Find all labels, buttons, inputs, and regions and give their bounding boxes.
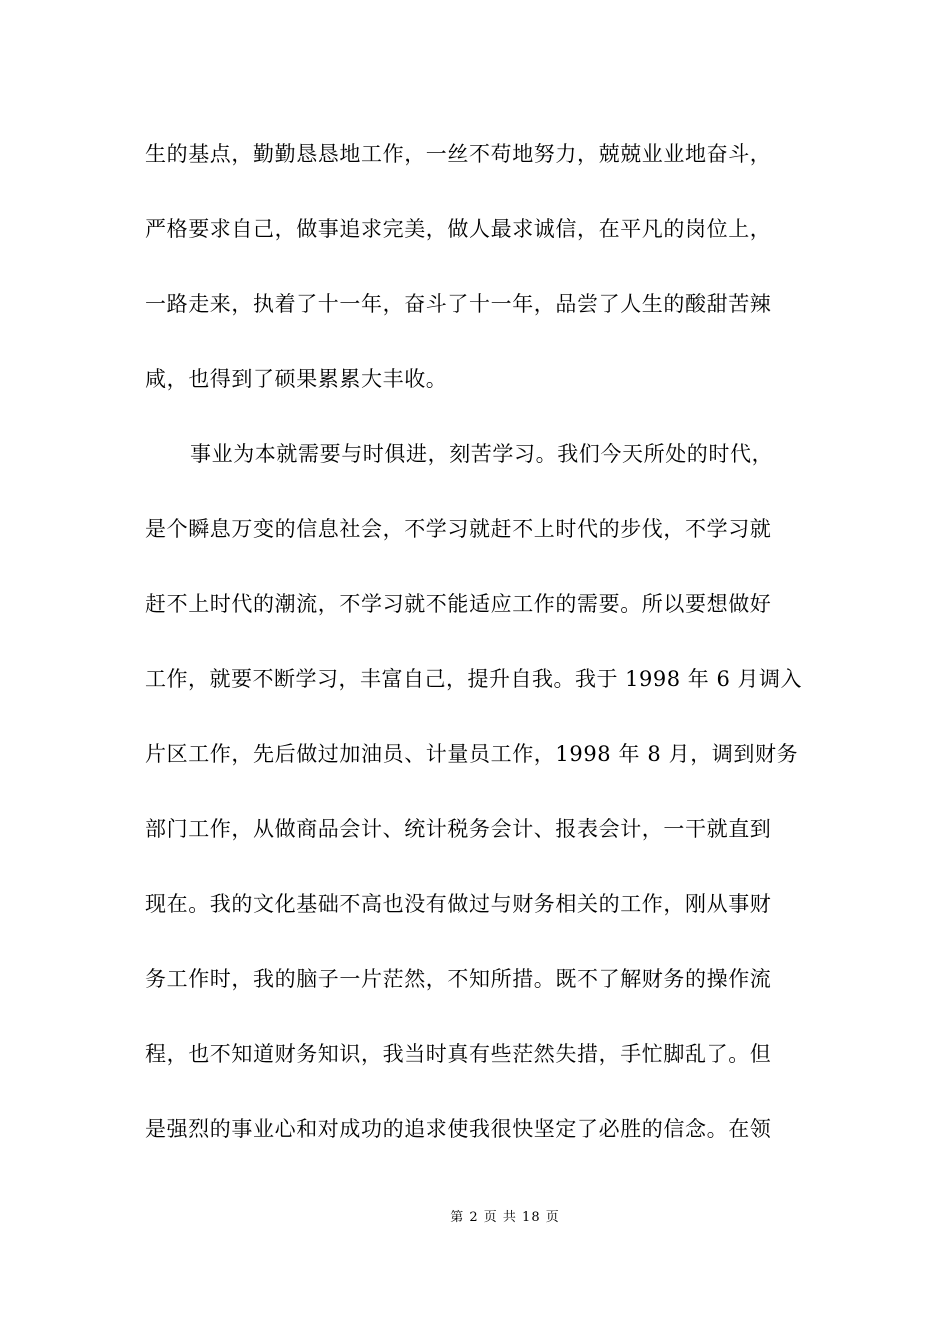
text-line: 部门工作，从做商品会计、统计税务会计、报表会计，一干就直到	[145, 817, 772, 841]
text-line: 工作，就要不断学习，丰富自己，提升自我。我于 1998 年 6 月调入	[145, 667, 803, 691]
text-line: 是个瞬息万变的信息社会，不学习就赶不上时代的步伐，不学习就	[145, 517, 772, 541]
page-footer: 第 2 页 共 18 页	[450, 1210, 560, 1225]
text-line: 是强烈的事业心和对成功的追求使我很快坚定了必胜的信念。在领	[145, 1117, 772, 1141]
text-line: 生的基点，勤勤恳恳地工作，一丝不苟地努力，兢兢业业地奋斗，	[145, 142, 772, 166]
text-line: 咸，也得到了硕果累累大丰收。	[145, 367, 448, 391]
text-line: 现在。我的文化基础不高也没有做过与财务相关的工作，刚从事财	[145, 892, 772, 916]
paragraph-first-line: 事业为本就需要与时俱进，刻苦学习。我们今天所处的时代，	[190, 442, 774, 466]
text-line: 严格要求自己，做事追求完美，做人最求诚信，在平凡的岗位上，	[145, 217, 772, 241]
text-line: 赶不上时代的潮流，不学习就不能适应工作的需要。所以要想做好	[145, 592, 772, 616]
text-line: 程，也不知道财务知识，我当时真有些茫然失措，手忙脚乱了。但	[145, 1042, 772, 1066]
text-line: 务工作时，我的脑子一片茫然，不知所措。既不了解财务的操作流	[145, 967, 772, 991]
text-line: 一路走来，执着了十一年，奋斗了十一年，品尝了人生的酸甜苦辣	[145, 292, 772, 316]
text-line: 片区工作，先后做过加油员、计量员工作，1998 年 8 月，调到财务	[145, 742, 799, 766]
